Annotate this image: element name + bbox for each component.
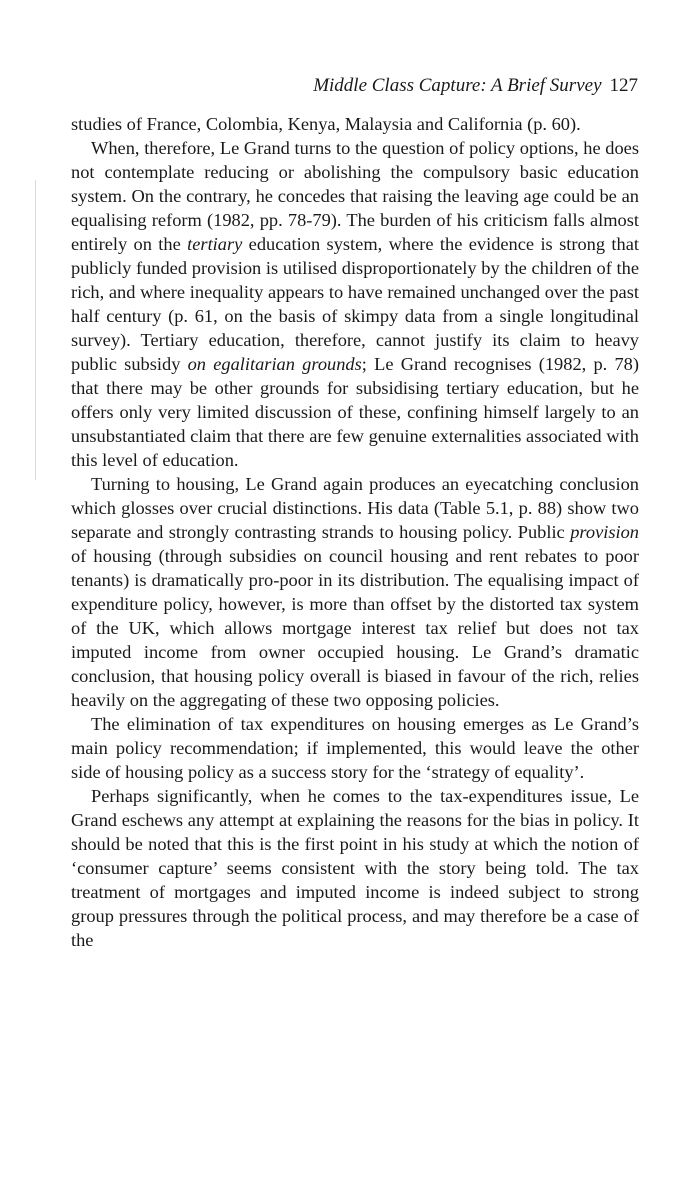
running-header-title: Middle Class Capture: A Brief Survey (313, 75, 602, 96)
paragraph (71, 712, 639, 784)
text-run: Turning to housing, Le Grand again produces an eyecatching conclusion which glosses over crucial distinctions. His data (Table 5.1, p. 88) show two separate and strongly contrasting strands to housing policy. Public (71, 474, 639, 542)
running-header (313, 74, 638, 98)
paragraph (71, 112, 639, 136)
text-run: of housing (through subsidies on council housing and rent rebates to poor tenants) is dramatically pro-poor in its distribution. The equalising impact of expenditure policy, however, is more than offset by the distorted tax system of the UK, which allows mortgage interest tax relief but does not tax imputed income from owner occupied housing. Le Grand’s dramatic conclusion, that housing policy overall is biased in favour of the rich, relies heavily on the aggregating of these two opposing policies. (71, 546, 639, 710)
paragraph (71, 136, 639, 472)
text-run: ; Le Grand recognises (1982, p. 78) that there may be other grounds for subsidising tertiary education, but he offers only very limited discussion of these, confining himself largely to an unsubstantiated claim that there are few genuine externalities associated with this level of education. (71, 354, 639, 470)
paragraph (71, 472, 639, 712)
text-run: studies of France, Colombia, Kenya, Malaysia and California (p. 60). (71, 114, 581, 134)
body-text (71, 112, 639, 952)
text-run: When, therefore, Le Grand turns to the question of policy options, he does not contemplate reducing or abolishing the compulsory basic education system. On the contrary, he concedes that raising the leaving age could be an equalising reform (1982, pp. 78-79). The burden of his criticism falls almost entirely on the (71, 138, 639, 254)
text-run: The elimination of tax expenditures on housing emerges as Le Grand’s main policy recommendation; if implemented, this would leave the other side of housing policy as a success story for the ‘strategy of equality’. (71, 714, 639, 782)
paragraph (71, 784, 639, 952)
italic-text: provision (570, 522, 639, 542)
italic-text: tertiary (187, 234, 243, 254)
page-number: 127 (609, 75, 638, 96)
text-run: education system, where the evidence is strong that publicly funded provision is utilised disproportionately by the children of the rich, and where inequality appears to have remained unchanged over the past half century (p. 61, on the basis of skimpy data from a single longitudinal survey). Tertiary education, therefore, cannot justify its claim to heavy public subsidy (71, 234, 639, 374)
italic-text: on egalitarian grounds (187, 354, 362, 374)
binding-edge-line (35, 180, 36, 480)
text-run: Perhaps significantly, when he comes to the tax-expenditures issue, Le Grand eschews any attempt at explaining the reasons for the bias in policy. It should be noted that this is the first point in his study at which the notion of ‘consumer capture’ seems consistent with the story being told. The tax treatment of mortgages and imputed income is indeed subject to strong group pressures through the political process, and may therefore be a case of the (71, 786, 639, 950)
